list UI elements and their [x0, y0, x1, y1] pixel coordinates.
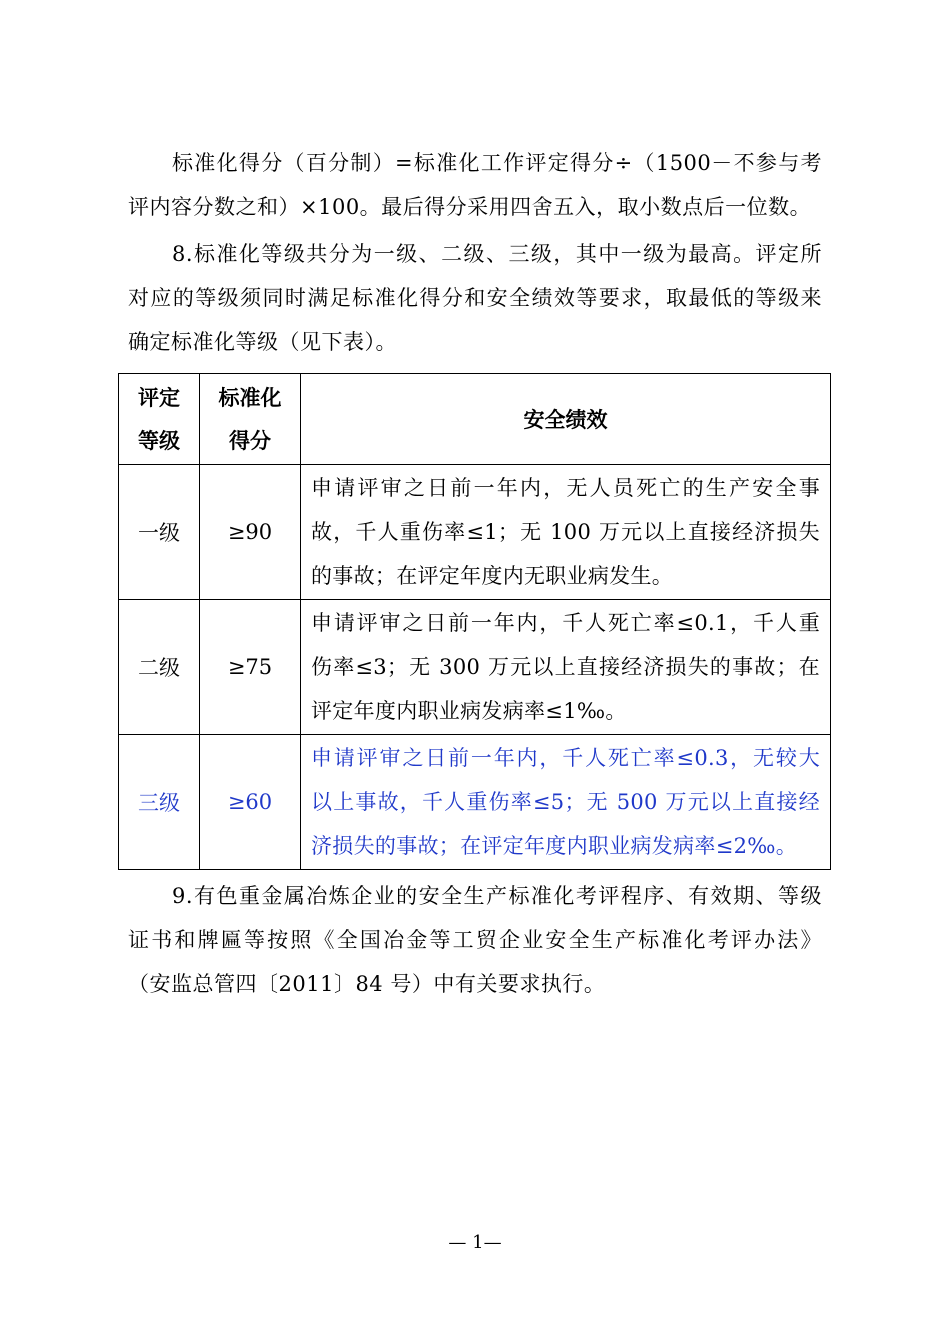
- score-cell: ≥60: [200, 735, 301, 870]
- item-8-paragraph: [128, 232, 822, 364]
- performance-cell: 申请评审之日前一年内，千人死亡率≤0.3，无较大 以上事故，千人重伤率≤5；无 500 万元以上直接经 济损失的事故；在评定年度内职业病发病率≤2‰。: [301, 735, 831, 870]
- intro-line-1: 标准化得分（百分制）=标准化工作评定得分÷（1500－不参与考: [172, 151, 822, 175]
- item-9-paragraph: [128, 874, 822, 1006]
- table-row: [119, 465, 831, 600]
- header-grade: 评定 等级: [119, 374, 200, 465]
- page-number: — 1—: [448, 1232, 502, 1253]
- grade-table: [118, 373, 831, 870]
- performance-cell: 申请评审之日前一年内，无人员死亡的生产安全事 故，千人重伤率≤1；无 100 万元以上直接经济损失 的事故；在评定年度内无职业病发生。: [301, 465, 831, 600]
- table-row: [119, 735, 831, 870]
- item-8-line-3: 确定标准化等级（见下表）。: [128, 330, 397, 354]
- header-performance: 安全绩效: [301, 374, 831, 465]
- item-8-line-1: 8.标准化等级共分为一级、二级、三级，其中一级为最高。评定所: [172, 242, 822, 266]
- grade-cell: 二级: [119, 600, 200, 735]
- header-score: 标准化 得分: [200, 374, 301, 465]
- grade-cell: 三级: [119, 735, 200, 870]
- intro-paragraph: [128, 141, 822, 229]
- table-row: [119, 600, 831, 735]
- score-cell: ≥90: [200, 465, 301, 600]
- item-9-line-3: （安监总管四〔2011〕84 号）中有关要求执行。: [128, 972, 606, 996]
- score-cell: ≥75: [200, 600, 301, 735]
- item-9-line-1: 9.有色重金属冶炼企业的安全生产标准化考评程序、有效期、等级: [172, 884, 822, 908]
- item-8-line-2: 对应的等级须同时满足标准化得分和安全绩效等要求，取最低的等级来: [128, 286, 822, 310]
- grade-cell: 一级: [119, 465, 200, 600]
- item-9-line-2: 证书和牌匾等按照《全国冶金等工贸企业安全生产标准化考评办法》: [128, 928, 822, 952]
- intro-line-2: 评内容分数之和）×100。最后得分采用四舍五入，取小数点后一位数。: [128, 195, 812, 219]
- performance-cell: 申请评审之日前一年内，千人死亡率≤0.1，千人重 伤率≤3；无 300 万元以上直接经济损失的事故；在 评定年度内职业病发病率≤1‰。: [301, 600, 831, 735]
- table-header-row: [119, 374, 831, 465]
